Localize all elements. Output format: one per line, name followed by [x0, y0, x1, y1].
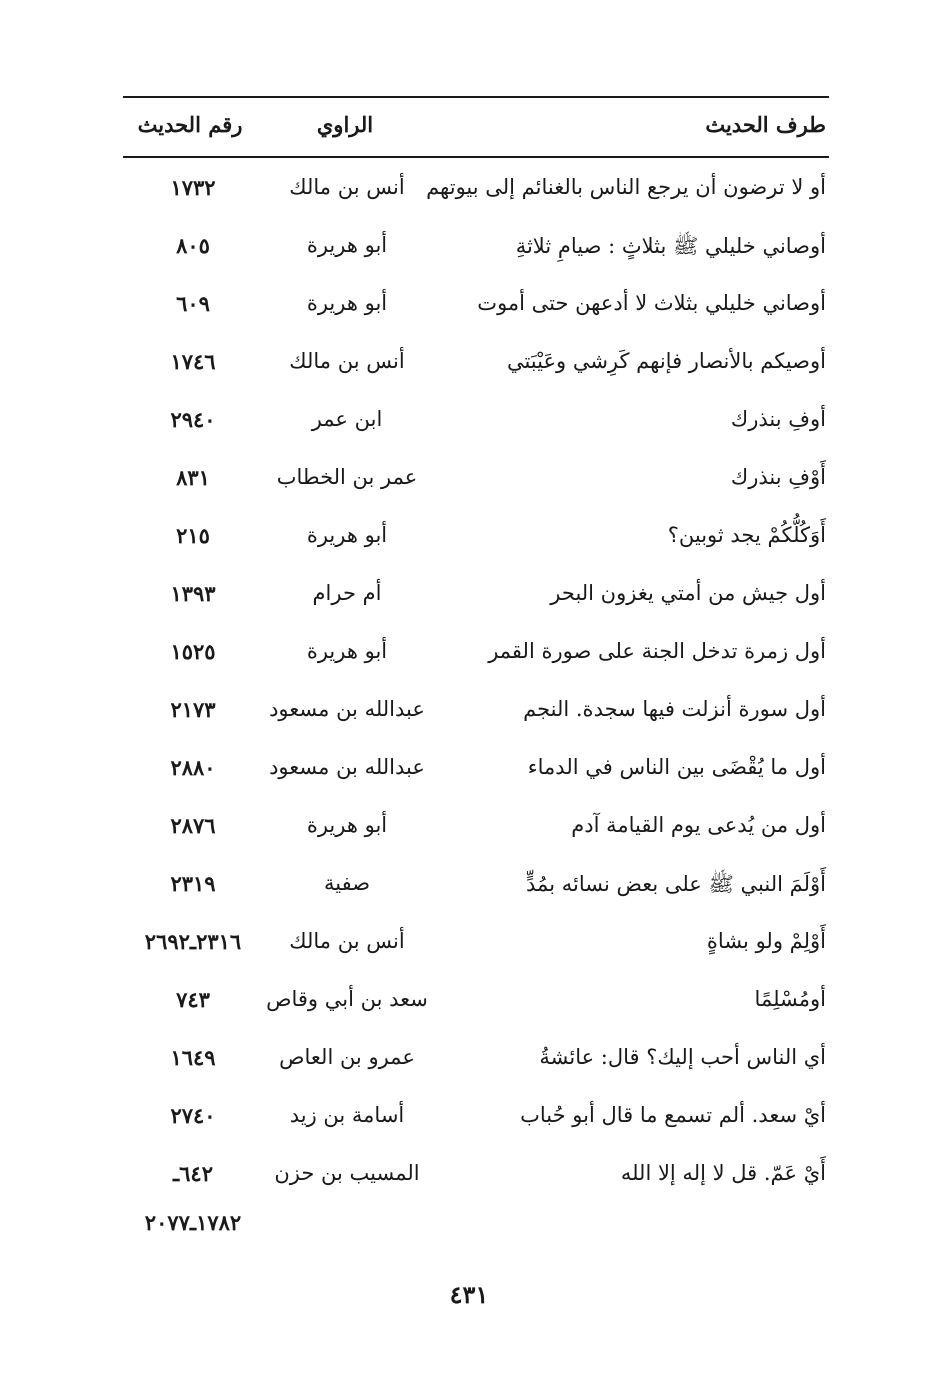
hadith-number-multi	[118, 1161, 268, 1235]
hadith-number: ١٧٤٦	[170, 349, 216, 374]
hadith-text: أوصيكم بالأنصار فإنهم كَرِشي وعَيْبَتي	[506, 349, 826, 373]
table-row	[0, 513, 938, 571]
header-rule	[123, 156, 829, 158]
narrator-name: أنس بن مالك	[289, 175, 405, 199]
hadith-text: أومُسْلِمًا	[754, 987, 826, 1011]
hadith-text: أو لا ترضون أن يرجع الناس بالغنائم إلى بيوتهم	[426, 175, 826, 199]
hadith-text: أَوْلِمْ ولو بشاةٍ	[706, 929, 826, 953]
hadith-text: أَوْفِ بنذرك	[730, 465, 826, 489]
table-row	[0, 223, 938, 281]
narrator-name: ابن عمر	[311, 407, 383, 431]
hadith-text: أول سورة أنزلت فيها سجدة. النجم	[523, 697, 826, 721]
hadith-number: ١٦٤٩	[170, 1045, 216, 1070]
hadith-number-line1: ٦٤٢ـ	[173, 1161, 213, 1186]
narrator-name: أنس بن مالك	[289, 349, 405, 373]
narrator-name: عبدالله بن مسعود	[269, 755, 425, 779]
hadith-number: ٢١٧٣	[170, 697, 216, 722]
hadith-text: أَوَكُلُّكُمْ يجد ثوبين؟	[667, 523, 826, 547]
hadith-number: ٨٣١	[176, 465, 210, 490]
hadith-number: ٨٠٥	[176, 233, 210, 258]
table-row	[0, 1035, 938, 1093]
narrator-name: سعد بن أبي وقاص	[266, 987, 428, 1011]
hadith-number: ١٣٩٣	[170, 581, 216, 606]
hadith-text: أوصاني خليلي بثلاث لا أدعهن حتى أموت	[477, 291, 826, 315]
hadith-number: ٢٣١٩	[170, 871, 216, 896]
hadith-number: ١٥٢٥	[170, 639, 216, 664]
hadith-text: أوصاني خليلي ﷺ بثلاثٍ : صيامِ ثلاثةِ	[515, 234, 826, 258]
table-row	[0, 165, 938, 223]
narrator-name: عمر بن الخطاب	[276, 465, 418, 489]
table-top-rule	[123, 96, 829, 98]
hadith-number: ٢١٥	[176, 523, 210, 548]
narrator-name: أم حرام	[312, 581, 382, 605]
narrator-name: أنس بن مالك	[289, 929, 405, 953]
table-row	[0, 339, 938, 397]
narrator-name: المسيب بن حزن	[274, 1161, 420, 1185]
hadith-text: أَوْلَمَ النبي ﷺ على بعض نسائه بمُدٍّ	[526, 872, 826, 896]
header-narrator: الراوي	[316, 112, 374, 137]
narrator-name: عبدالله بن مسعود	[269, 697, 425, 721]
hadith-number: ٢٧٤٠	[170, 1103, 216, 1128]
hadith-number: ١٧٣٢	[170, 175, 216, 200]
table-row	[0, 919, 938, 977]
table-row	[0, 1093, 938, 1151]
hadith-number: ٢٨٧٦	[170, 813, 216, 838]
hadith-text: أي الناس أحب إليك؟ قال: عائشةُ	[539, 1045, 826, 1069]
hadith-number: ٢٣١٦ـ٢٦٩٢	[144, 929, 242, 954]
table-row	[0, 977, 938, 1035]
hadith-number: ٢٩٤٠	[170, 407, 216, 432]
narrator-name: أبو هريرة	[306, 523, 388, 547]
hadith-number: ٦٠٩	[176, 291, 210, 316]
table-row	[0, 1151, 938, 1235]
hadith-number: ٢٨٨٠	[170, 755, 216, 780]
header-number: رقم الحديث	[137, 112, 243, 137]
hadith-text: أول ما يُقْضَى بين الناس في الدماء	[527, 755, 826, 779]
hadith-number: ٧٤٣	[176, 987, 210, 1012]
hadith-text: أوفِ بنذرك	[730, 407, 826, 431]
table-row	[0, 397, 938, 455]
narrator-name: أبو هريرة	[306, 291, 388, 315]
narrator-name: أبو هريرة	[306, 813, 388, 837]
narrator-name: صفية	[323, 871, 371, 895]
hadith-text: أول من يُدعى يوم القيامة آدم	[571, 813, 826, 837]
hadith-text: أول جيش من أمتي يغزون البحر	[550, 581, 826, 605]
narrator-name: أسامة بن زيد	[289, 1103, 405, 1127]
table-row	[0, 745, 938, 803]
hadith-number-line2: ١٧٨٢ـ٢٠٧٧	[144, 1210, 242, 1235]
page-number: ٤٣١	[449, 1280, 489, 1309]
header-hadith: طرف الحديث	[705, 112, 826, 137]
hadith-text: أيْ سعد. ألم تسمع ما قال أبو حُباب	[520, 1103, 826, 1127]
table-row	[0, 803, 938, 861]
table-row	[0, 571, 938, 629]
table-row	[0, 629, 938, 687]
narrator-name: أبو هريرة	[306, 233, 388, 257]
hadith-text: أول زمرة تدخل الجنة على صورة القمر	[488, 639, 826, 663]
table-row	[0, 455, 938, 513]
narrator-name: عمرو بن العاص	[279, 1045, 415, 1069]
hadith-index-table	[0, 165, 938, 1235]
table-row	[0, 861, 938, 919]
narrator-name: أبو هريرة	[306, 639, 388, 663]
table-row	[0, 687, 938, 745]
table-row	[0, 281, 938, 339]
hadith-text: أَيْ عَمّ. قل لا إله إلا الله	[620, 1161, 826, 1185]
